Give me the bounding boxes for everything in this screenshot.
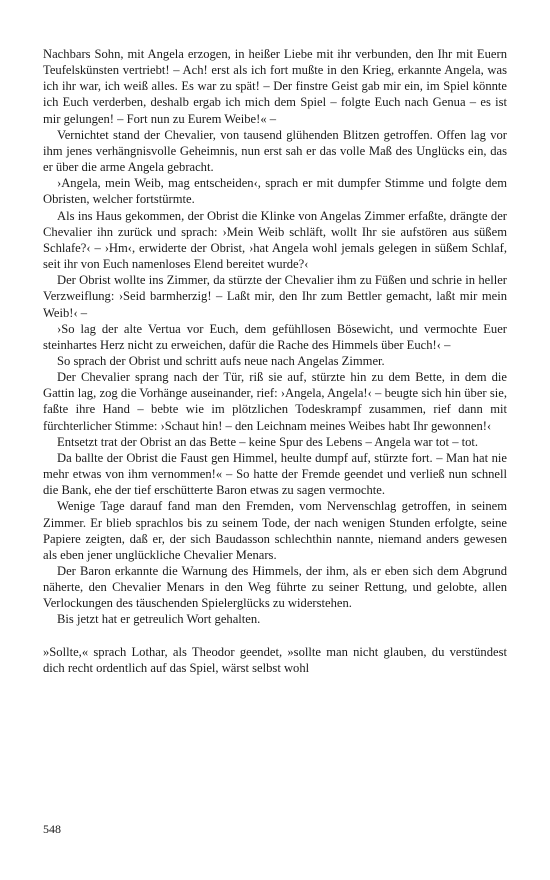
paragraph-4: Als ins Haus gekommen, der Obrist die Klinke von Angelas Zimmer erfaßte, drängte der Chevalier ihn zurück und sprach: ›Mein Weib schläft, wollt Ihr sie aufstören aus süßem Schlafe?‹ – ›Hm‹, erwiderte der Obrist, ›hat Angela wohl jemals gelegen in süßem Schlaf, seit ihr von Euch namenloses Elend bereitet wurde?‹ <box>43 208 507 272</box>
paragraph-11: Wenige Tage darauf fand man den Fremden, vom Nervenschlag getroffen, in seinem Zimmer. Er blieb sprachlos bis zu seinem Tode, der nach wenigen Stunden erfolgte, seine Papiere zeigten, daß er, der sich Baudasson schlechthin nannte, niemand anders gewesen als eben jener unglückliche Chevalier Menars. <box>43 499 507 562</box>
paragraph-7: So sprach der Obrist und schritt aufs neue nach Angelas Zimmer. <box>57 353 385 368</box>
page-number: 548 <box>43 822 61 836</box>
body-text <box>43 46 507 676</box>
paragraph-14: »Sollte,« sprach Lothar, als Theodor geendet, »sollte man nicht glauben, du verstündest dich recht ordentlich auf das Spiel, wärst selbst wohl <box>43 644 507 675</box>
paragraph-2: Vernichtet stand der Chevalier, von tausend glühenden Blitzen getroffen. Offen lag vor ihm jenes verhängnisvolle Geheimnis, nun erst sah er das volle Maß des Unglücks ein, das er über die arme Angela gebracht. <box>43 127 507 175</box>
paragraph-1: Nachbars Sohn, mit Angela erzogen, in heißer Liebe mit ihr verbunden, den Ihr mit Euern Teufelskünsten vertriebt! – Ach! erst als ich fort mußte in den Krieg, erkannte Angela, was ich ihr war, ich weiß alles. Es war zu spät! – Der finstre Geist gab mir ein, im Spiel könnte ich Euch verderben, deshalb ergab ich mich dem Spiel – folgte Euch nach Genua – es ist mir gelungen! – Fort nun zu Eurem Weibe!« – <box>43 47 507 126</box>
paragraph-12: Der Baron erkannte die Warnung des Himmels, der ihm, als er eben sich dem Abgrund näherte, den Chevalier Menars in den Weg führte zu seiner Rettung, und gelobte, allen Verlockungen des täuschenden Spielerglücks zu widerstehen. <box>43 564 507 611</box>
paragraph-13: Bis jetzt hat er getreulich Wort gehalten. <box>57 612 261 627</box>
paragraph-3: ›Angela, mein Weib, mag entscheiden‹, sprach er mit dumpfer Stimme und folgte dem Obristen, welcher fortstürmte. <box>43 176 507 207</box>
paragraph-10: Da ballte der Obrist die Faust gen Himmel, heulte dumpf auf, stürzte fort. – Man hat nie mehr etwas von ihm vernommen!« – So hatte der Fremde geendet und verließ nun schnell die Bank, ehe der tief erschütterte Baron etwas zu sagen vermochte. <box>43 450 507 498</box>
paragraph-8: Der Chevalier sprang nach der Tür, riß sie auf, stürzte hin zu dem Bette, in dem die Gattin lag, zog die Vorhänge auseinander, rief: ›Angela, Angela!‹ – beugte sich hin über sie, faßte ihre Hand – bebte wie im plötzlichen Todeskrampf zusammen, rief dann mit fürchterlicher Stimme: ›Schaut hin! – den Leichnam meines Weibes habt Ihr gewonnen!‹ <box>43 370 507 433</box>
paragraph-5: Der Obrist wollte ins Zimmer, da stürzte der Chevalier ihm zu Füßen und schrie in heller Verzweiflung: ›Seid barmherzig! – Laßt mir, den Ihr zum Bettler gemacht, laßt mir mein Weib!‹ – <box>43 273 507 320</box>
paragraph-9: Entsetzt trat der Obrist an das Bette – keine Spur des Lebens – Angela war tot – tot. <box>57 434 479 449</box>
paragraph-6: ›So lag der alte Vertua vor Euch, dem gefühllosen Bösewicht, und vermochte Euer steinhartes Herz nicht zu erweichen, dafür die Rache des Himmels über Euch!‹ – <box>43 321 507 352</box>
